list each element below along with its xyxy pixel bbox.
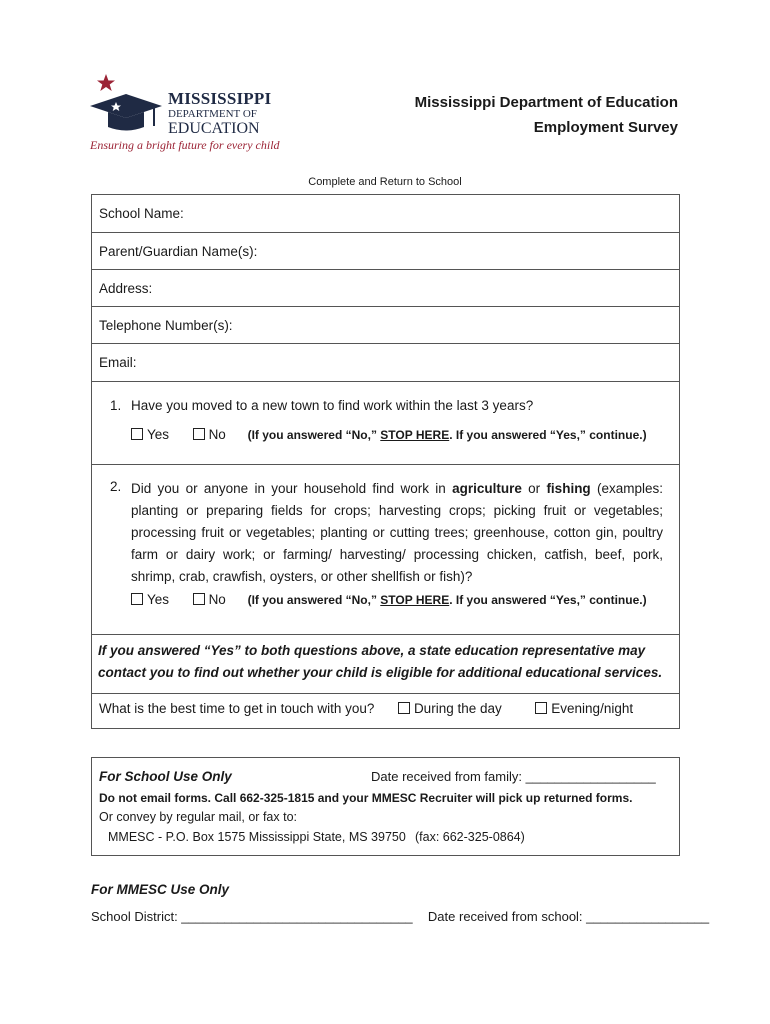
title-line-1: Mississippi Department of Education: [414, 94, 678, 111]
q2-text-a: Did you or anyone in your household find work in: [131, 481, 453, 496]
contact-time-row: [99, 701, 633, 716]
logo-tagline: Ensuring a bright future for every child: [90, 138, 280, 152]
email-label: Email:: [99, 355, 137, 370]
address-field[interactable]: [92, 270, 679, 307]
q2-no-label: No: [208, 592, 226, 607]
parent-guardian-label: Parent/Guardian Name(s):: [99, 244, 258, 259]
q2-note-part-a: (If you answered “No,”: [247, 593, 381, 607]
question-1-text: Have you moved to a new town to find work within the last 3 years?: [131, 398, 534, 413]
title-line-2: Employment Survey: [533, 119, 678, 136]
mde-logo: [88, 72, 278, 158]
date-received-family[interactable]: Date received from family: __________________: [371, 769, 656, 784]
question-1-options: [131, 427, 647, 442]
email-field[interactable]: [92, 344, 679, 382]
q1-instruction-note: [248, 428, 647, 442]
q2-no-checkbox[interactable]: [193, 593, 205, 605]
q1-no-checkbox[interactable]: [193, 428, 205, 440]
telephone-label: Telephone Number(s):: [99, 318, 233, 333]
mmesc-use-line: [91, 909, 709, 924]
evening-night-checkbox[interactable]: [535, 702, 547, 714]
school-district-field[interactable]: School District: ________________________________: [91, 909, 413, 924]
during-day-label: During the day: [413, 701, 502, 716]
q2-yes-label: Yes: [147, 592, 170, 607]
no-email-notice: Do not email forms. Call 662-325-1815 and your MMESC Recruiter will pick up returned forms.: [99, 791, 633, 805]
logo-wordmark: [168, 90, 271, 137]
q1-note-part-a: (If you answered “No,”: [247, 428, 381, 442]
school-use-box: [91, 757, 680, 856]
q2-text-b: (examples: planting or preparing fields for crops; harvesting crops; picking fruit or vegetables; processing fruit or vegetables; planting or cutting trees; greenhouse, cotton gin, poultry farm or dairy work; or farming/ harvesting/ processing chicken, catfish, beef, pork, shrimp, crab, crawfish, oysters, or other shellfish or fish)?: [131, 481, 663, 584]
eligibility-callout-row: [92, 635, 679, 694]
evening-night-label: Evening/night: [551, 701, 634, 716]
school-name-field[interactable]: [92, 195, 679, 233]
logo-red-star: [97, 74, 115, 91]
question-2: [92, 465, 679, 635]
q2-note-part-b: . If you answered “Yes,” continue.): [449, 593, 647, 607]
question-2-number: 2.: [110, 479, 122, 494]
q1-yes-label: Yes: [147, 427, 170, 442]
question-1: [92, 382, 679, 465]
q2-fishing: fishing: [546, 481, 591, 496]
logo-cap-top: [90, 94, 162, 118]
q2-text-or: or: [521, 481, 547, 496]
school-name-label: School Name:: [99, 206, 184, 221]
question-2-options: [131, 592, 647, 607]
q2-instruction-note: [248, 593, 647, 607]
q1-stop-here: STOP HERE: [380, 428, 450, 442]
address-label: Address:: [99, 281, 153, 296]
parent-guardian-field[interactable]: [92, 233, 679, 270]
logo-line-2: DEPARTMENT OF: [168, 108, 257, 120]
mmesc-address: MMESC - P.O. Box 1575 Mississippi State, MS 39750: [108, 830, 406, 844]
question-2-text: [131, 478, 663, 588]
q2-agriculture: agriculture: [452, 481, 522, 496]
convey-instruction: Or convey by regular mail, or fax to:: [99, 810, 297, 824]
question-1-number: 1.: [110, 398, 122, 413]
contact-time-question: What is the best time to get in touch with you?: [99, 701, 375, 716]
mmesc-use-heading: For MMESC Use Only: [91, 882, 230, 897]
eligibility-callout: If you answered “Yes” to both questions above, a state education representative may contact you to find out whether your child is eligible for additional educational services.: [98, 643, 663, 680]
graduation-cap-icon: [88, 72, 168, 138]
instruction-text: Complete and Return to School: [308, 176, 462, 188]
document-title: [415, 90, 678, 140]
logo-line-1: MISSISSIPPI: [168, 89, 272, 108]
q2-yes-checkbox[interactable]: [131, 593, 143, 605]
during-day-checkbox[interactable]: [398, 702, 410, 714]
q1-yes-checkbox[interactable]: [131, 428, 143, 440]
school-use-heading: For School Use Only: [99, 769, 232, 784]
date-received-school-field[interactable]: Date received from school: _________________: [427, 909, 710, 924]
telephone-field[interactable]: [92, 307, 679, 344]
q1-no-label: No: [208, 427, 226, 442]
q1-note-part-b: . If you answered “Yes,” continue.): [449, 428, 647, 442]
survey-form: [91, 194, 680, 729]
logo-line-3: EDUCATION: [168, 120, 260, 137]
mmesc-fax: (fax: 662-325-0864): [415, 830, 525, 844]
q2-stop-here: STOP HERE: [380, 593, 450, 607]
